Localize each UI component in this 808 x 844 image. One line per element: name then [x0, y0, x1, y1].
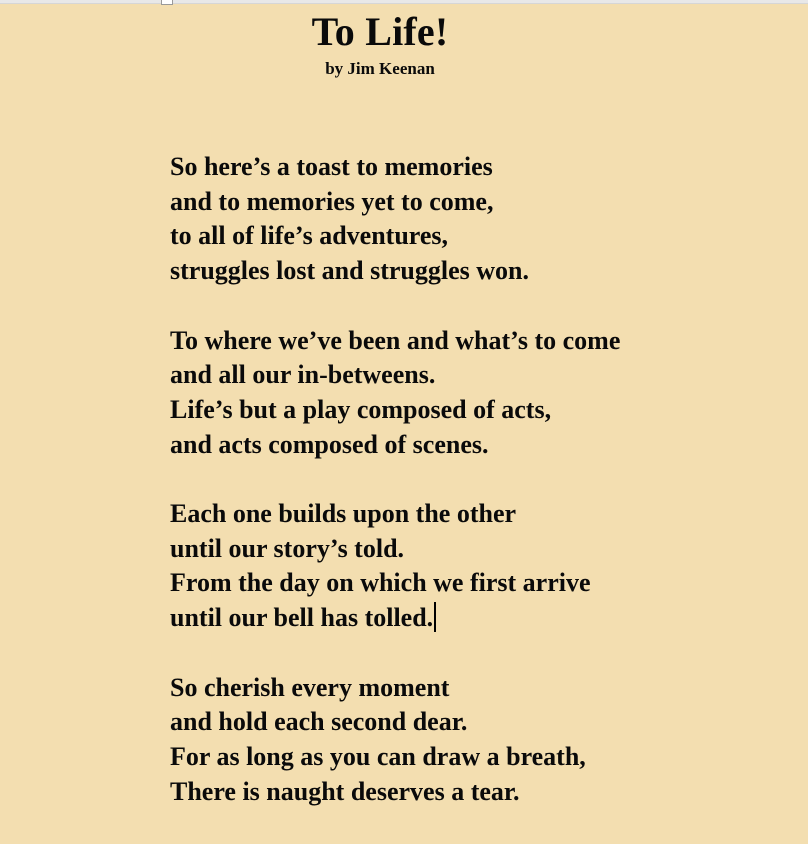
window-top-edge: [0, 0, 808, 4]
poem-line[interactable]: until our story’s told.: [170, 533, 405, 563]
poem-title[interactable]: To Life!: [311, 9, 449, 54]
stanza-1[interactable]: [170, 150, 790, 289]
poem-line[interactable]: From the day on which we first arrive: [170, 568, 591, 598]
poem-line[interactable]: Each one builds upon the other: [170, 499, 517, 528]
poem-line-text[interactable]: until our bell has tolled.: [170, 603, 434, 633]
poem-line[interactable]: Life’s but a play composed of acts,: [170, 394, 552, 424]
poem-line[interactable]: and hold each second dear.: [170, 707, 468, 737]
poem-line[interactable]: and all our in-betweens.: [170, 360, 436, 390]
poem-byline[interactable]: by Jim Keenan: [325, 59, 435, 78]
poem-line[interactable]: For as long as you can draw a breath,: [170, 741, 586, 771]
poem-line[interactable]: to all of life’s adventures,: [170, 221, 449, 251]
margin-corner-marker: [161, 0, 173, 5]
stanza-4[interactable]: [170, 671, 790, 810]
poem-line[interactable]: To where we’ve been and what’s to come: [170, 325, 621, 355]
poem-line[interactable]: and to memories yet to come,: [170, 186, 494, 216]
poem-line[interactable]: and acts composed of scenes.: [170, 429, 489, 459]
poem-line-with-caret[interactable]: [170, 601, 790, 636]
poem-body[interactable]: [170, 150, 790, 844]
poem-line[interactable]: So here’s a toast to memories: [170, 152, 493, 181]
stanza-3[interactable]: [170, 497, 790, 636]
stanza-2[interactable]: [170, 324, 790, 463]
poem-line[interactable]: There is naught deserves a tear.: [170, 776, 520, 806]
poem-line[interactable]: struggles lost and struggles won.: [170, 256, 529, 286]
text-cursor: [434, 602, 436, 632]
poem-line[interactable]: So cherish every moment: [170, 672, 450, 702]
